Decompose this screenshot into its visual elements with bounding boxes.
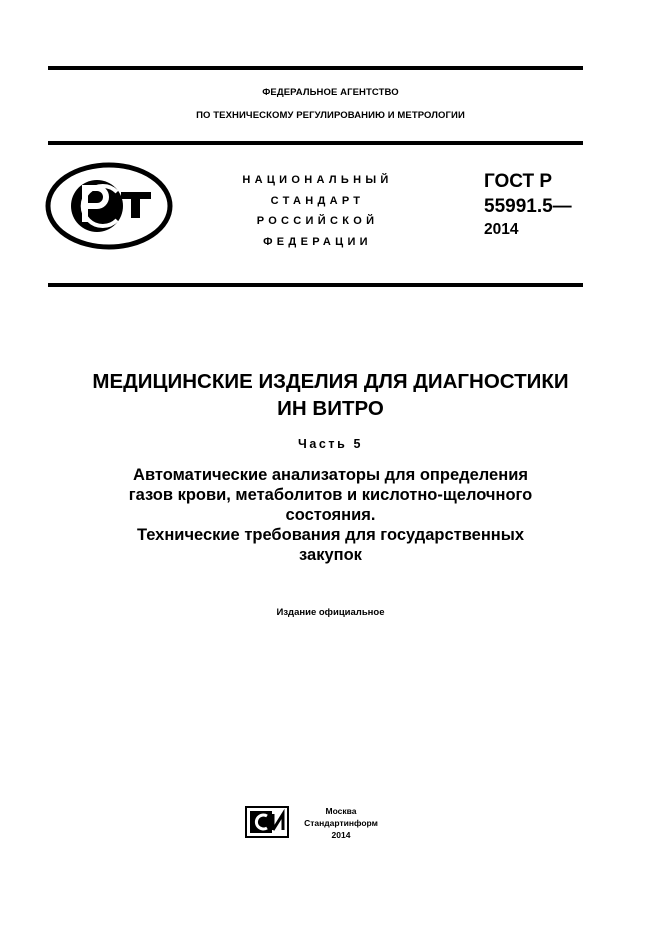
designation-line-2: 55991.5— bbox=[484, 196, 572, 217]
subtitle-line-3: состояния. bbox=[285, 506, 376, 524]
document-title bbox=[40, 368, 621, 422]
agency-line-2: ПО ТЕХНИЧЕСКОМУ РЕГУЛИРОВАНИЮ И МЕТРОЛОГИИ bbox=[196, 110, 465, 121]
subtitle-line-4: Технические требования для государственных bbox=[136, 526, 525, 544]
publisher-city: Москва bbox=[325, 806, 357, 816]
title-line-1: МЕДИЦИНСКИЕ ИЗДЕЛИЯ ДЛЯ ДИАГНОСТИКИ bbox=[92, 370, 569, 393]
header-divider-rule bbox=[48, 141, 583, 145]
standard-designation bbox=[484, 169, 572, 219]
rst-logo-icon bbox=[45, 162, 173, 250]
standard-type-line-3: РОССИЙСКОЙ bbox=[256, 215, 379, 227]
publisher-year: 2014 bbox=[331, 830, 351, 840]
top-rule bbox=[48, 66, 583, 70]
subtitle-line-2: газов крови, метаболитов и кислотно-щелочного bbox=[128, 486, 533, 504]
standard-type-line-2: СТАНДАРТ bbox=[270, 194, 365, 207]
standard-year: 2014 bbox=[484, 221, 519, 238]
standartinform-logo-icon bbox=[245, 806, 289, 838]
standard-type bbox=[205, 170, 430, 252]
designation-line-1: ГОСТ Р bbox=[484, 171, 553, 192]
document-subtitle bbox=[40, 465, 621, 565]
agency-line-1: ФЕДЕРАЛЬНОЕ АГЕНТСТВО bbox=[262, 87, 399, 98]
edition-label: Издание официальное bbox=[276, 607, 385, 618]
standard-type-line-1: НАЦИОНАЛЬНЫЙ bbox=[242, 174, 393, 186]
title-line-2: ИН ВИТРО bbox=[277, 397, 384, 420]
part-label: Часть 5 bbox=[297, 437, 364, 451]
standard-type-line-4: ФЕДЕРАЦИИ bbox=[263, 235, 372, 248]
header-bottom-rule bbox=[48, 283, 583, 287]
publisher-info bbox=[296, 805, 386, 841]
publisher-name: Стандартинформ bbox=[304, 818, 378, 828]
subtitle-line-1: Автоматические анализаторы для определения bbox=[133, 466, 528, 484]
subtitle-line-5: закупок bbox=[299, 546, 362, 564]
